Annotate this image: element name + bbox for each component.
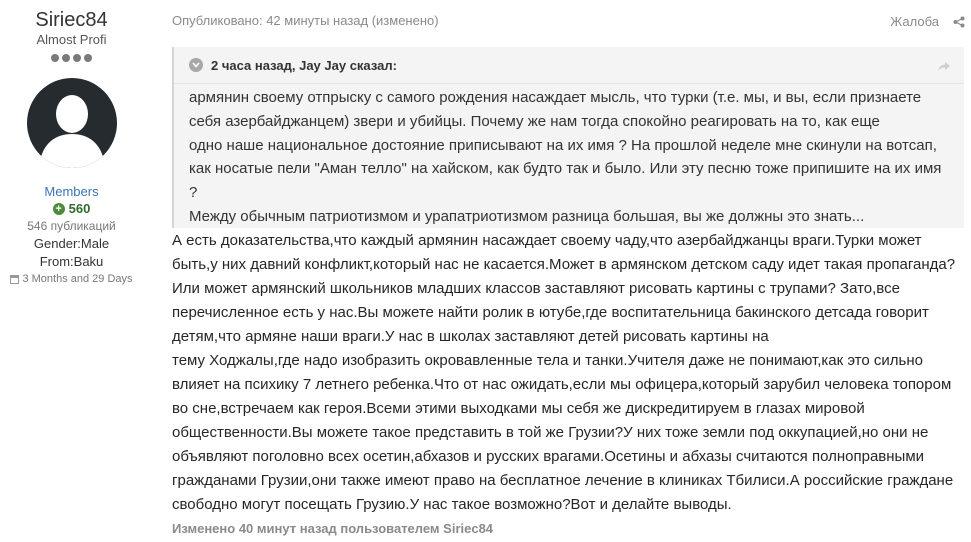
quote-body (174, 84, 964, 229)
quote-line: Между обычным патриотизмом и урапатриотизмом разница большая, вы же должны это знать... (189, 207, 865, 225)
author-tenure (0, 271, 143, 287)
quote-citation[interactable]: 2 часа назад, Jay Jay сказал: (211, 57, 397, 73)
reputation (0, 200, 143, 217)
rank-pip (73, 54, 81, 62)
member-group: Members (44, 184, 99, 199)
quote-share-icon[interactable] (938, 59, 950, 77)
plus-icon: + (53, 203, 65, 215)
post-header (172, 12, 971, 32)
quote-line: армянин своему отпрыску с самого рождения насаждает мысль, что турки (т.е. мы, и вы, если признаете себя азербайджанцем) звери и убийцы. Почему же нам тогда спокойно реагировать на то, как еще (189, 89, 922, 130)
avatar[interactable] (27, 78, 117, 168)
quote-block (172, 47, 964, 228)
author-rank: Almost Profi (36, 32, 107, 47)
chevron-down-icon[interactable] (189, 58, 203, 72)
rank-pip (62, 54, 70, 62)
quote-header[interactable] (174, 47, 964, 84)
published-time[interactable]: Опубликовано: 42 минуты назад (изменено) (172, 13, 439, 28)
author-location: From:Baku (39, 254, 104, 269)
post-content (172, 229, 968, 517)
post-count: 546 публикаций (27, 219, 116, 233)
share-icon[interactable] (953, 15, 965, 33)
tenure-text: 3 Months and 29 Days (22, 273, 133, 285)
author-panel (0, 0, 143, 287)
post-paragraph: А есть доказательства,что каждый армянин насаждает своему чаду,что азербайджанцы враги.Турки может быть,у них давний конфликт,который нас не касается.Может в армянском детском саду идет такая пропаганда?Или может армянский школьников младших классов заставляют рисовать картины с трупами? Зато,все перечисленное есть у нас.Вы можете найти ролик в ютубе,где воспитательница бакинского детсада говорит детям,что армяне наши враги.У нас в школах заставляют детей рисовать картины на (172, 232, 956, 345)
post-paragraph: тему Ходжалы,где надо изобразить окровавленные тела и танки.Учителя даже не понимают,как это сильно влияет на психику 7 летнего ребенка.Что от нас ожидать,если мы офицера,который зарубил человека топором во сне,встречаем как героя.Всеми этими выходками мы себя же дискредитируем в глазах мировой общественности.Вы можете такое представить в той же Грузии?У них тоже земли под оккупацией,но они не объявляют поголовно всех осетин,абхазов и русских врагами.Осетины и абхазы считаются полноправными гражданами Грузии,они также имеют право на бесплатное лечение в клиниках Тбилиси.А российские граждане свободно могут посещать Грузию.У нас такое возможно?Вот и делайте выводы. (172, 352, 954, 513)
edited-notice: Изменено 40 минут назад пользователем Siriec84 (172, 521, 494, 536)
rank-pips (0, 54, 143, 64)
quote-line: одно наше национальное достояние приписывают на их имя ? На прошлой неделе мне скинули на вотсап, как носатые пели "Аман телло" на хайском, как будто так и было. Или эту песню тоже припишите на их имя ? (189, 136, 942, 202)
reputation-value: 560 (68, 201, 91, 216)
author-gender: Gender:Male (33, 236, 110, 251)
author-name[interactable]: Siriec84 (35, 9, 108, 31)
calendar-icon (10, 275, 19, 284)
default-avatar-icon (27, 78, 117, 168)
rank-pip (51, 54, 59, 62)
report-link[interactable]: Жалоба (890, 14, 939, 29)
rank-pip (84, 54, 92, 62)
